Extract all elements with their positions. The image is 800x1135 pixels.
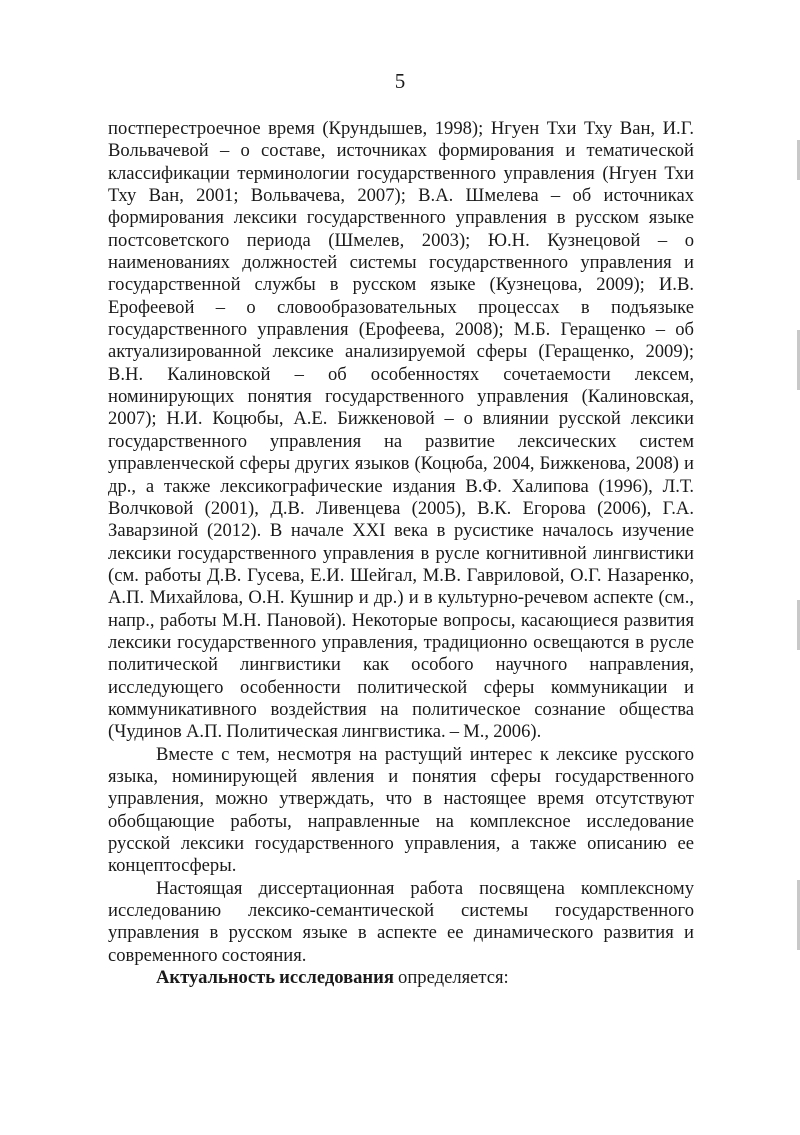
- paragraph-3: Настоящая диссертационная работа посвящена комплексному исследованию лексико-семантической системы государственного управления в русском языке в аспекте ее динамического развития и современного состояния.: [108, 877, 694, 966]
- relevance-heading: Актуальность исследования: [156, 967, 394, 989]
- body-text: [108, 118, 694, 989]
- paragraph-1: постперестроечное время (Крундышев, 1998); Нгуен Тхи Тху Ван, И.Г. Вольвачевой – о составе, источниках формирования и тематической классификации терминологии государственного управления (Нгуен Тхи Тху Ван, 2001; Вольвачева, 2007); В.А. Шмелева – об источниках формирования лексики государственного управления в русском языке постсоветского периода (Шмелев, 2003); Ю.Н. Кузнецовой – о наименованиях должностей системы государственного управления и государственной службы в русском языке (Кузнецова, 2009); И.В. Ерофеевой – о словообразовательных процессах в подъязыке государственного управления (Ерофеева, 2008); М.Б. Геращенко – об актуализированной лексике анализируемой сферы (Геращенко, 2009); В.Н. Калиновской – об особенностях сочетаемости лексем, номинирующих понятия государственного управления (Калиновская, 2007); Н.И. Коцюбы, А.Е. Бижкеновой – о влиянии русской лексики государственного управления на развитие лексических систем управленческой сферы других языков (Коцюба, 2004, Бижкенова, 2008) и др., а также лексикографические издания В.Ф. Халипова (1996), Л.Т. Волчковой (2001), Д.В. Ливенцева (2005), В.К. Егорова (2006), Г.А. Заварзиной (2012). В начале XXI века в русистике началось изучение лексики государственного управления в русле когнитивной лингвистики (см. работы Д.В. Гусева, Е.И. Шейгал, М.В. Гавриловой, О.Г. Назаренко, А.П. Михайлова, О.Н. Кушнир и др.) и в культурно-речевом аспекте (см., напр., работы М.Н. Пановой). Некоторые вопросы, касающиеся развития лексики государственного управления, традиционно освещаются в русле политической лингвистики как особого научного направления, исследующего особенности политической сферы коммуникации и коммуникативного воздействия на политическое сознание общества (Чудинов А.П. Политическая лингвистика. – М., 2006).: [108, 118, 694, 743]
- paragraph-4: [108, 967, 694, 989]
- relevance-lead-text: определяется:: [393, 967, 509, 989]
- paragraph-2: Вместе с тем, несмотря на растущий интерес к лексике русского языка, номинирующей явления и понятия сферы государственного управления, можно утверждать, что в настоящее время отсутствуют обобщающие работы, направленные на комплексное исследование русской лексики государственного управления, а также описанию ее концептосферы.: [108, 743, 694, 877]
- page-number: 5: [394, 69, 406, 93]
